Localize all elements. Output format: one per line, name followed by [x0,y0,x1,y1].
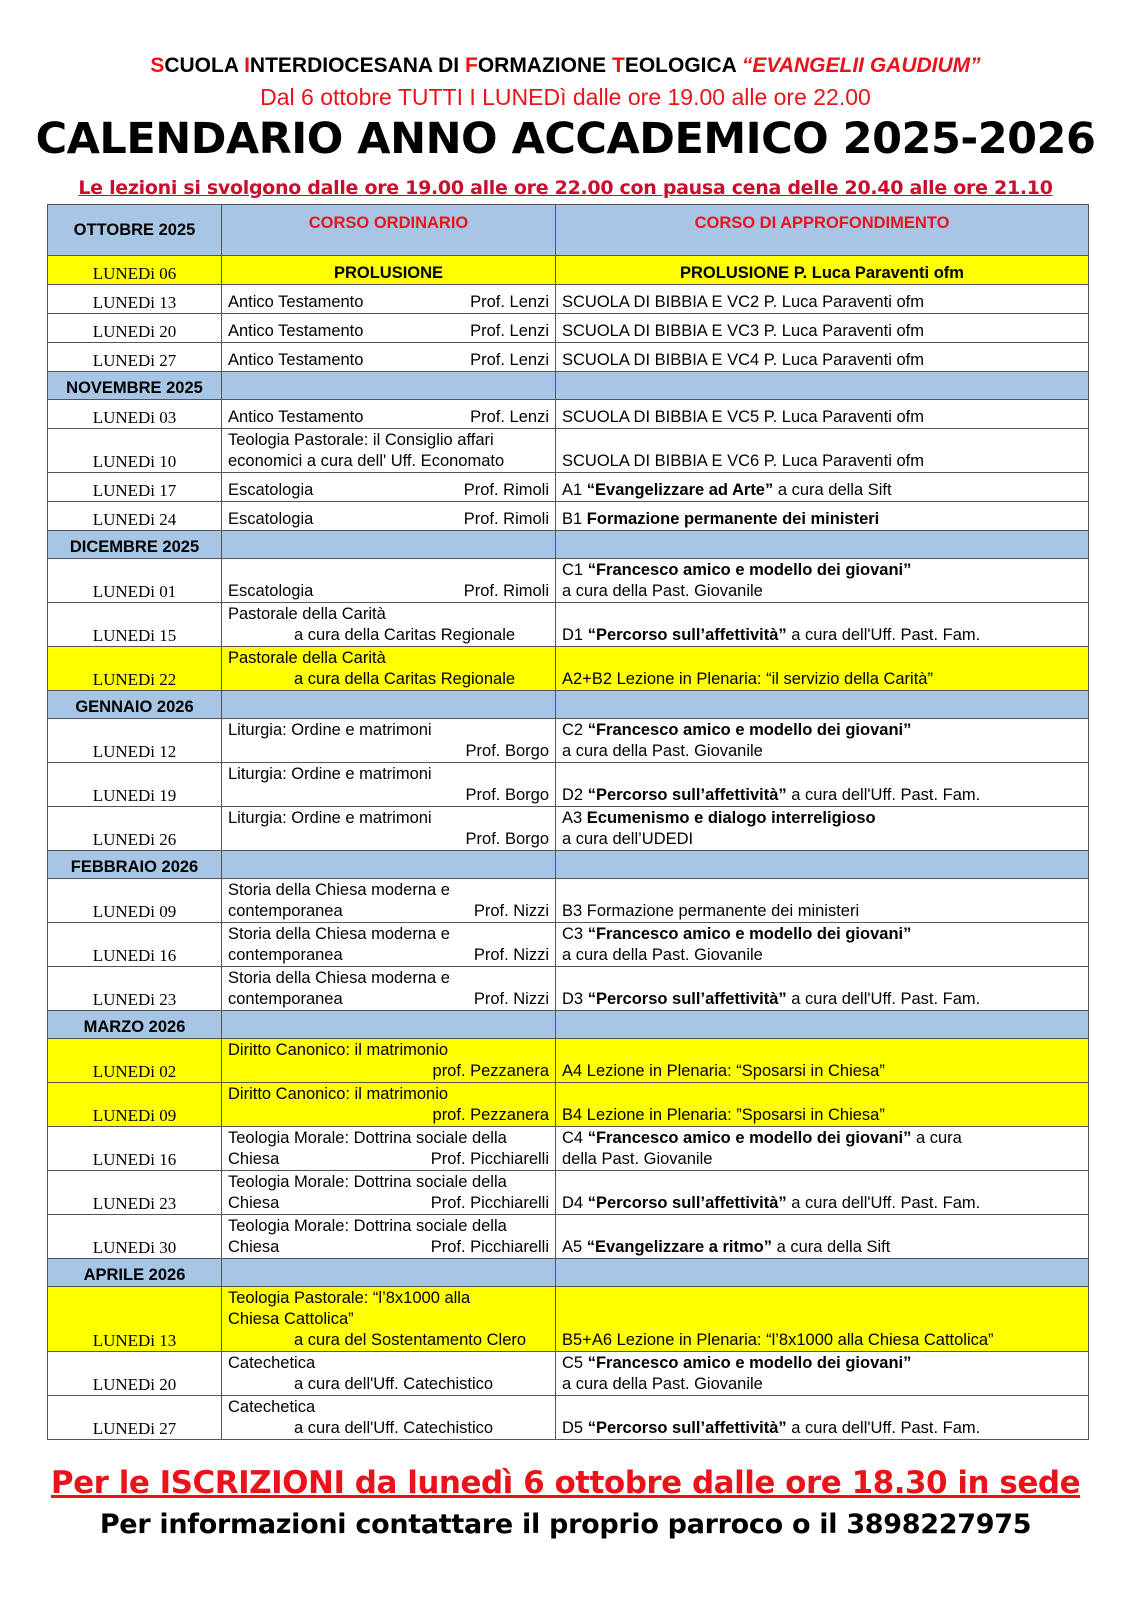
cell-line: Teologia Morale: Dottrina sociale della [228,1217,507,1235]
cell-line [562,924,1082,945]
cell-line: Liturgia: Ordine e matrimoni [228,809,432,827]
lesson-row [48,502,1089,531]
month-row [48,1259,1089,1287]
cell-line [562,1237,1082,1258]
cell-line: a cura della Past. Giovanile [562,1375,763,1393]
course-title: “Percorso sull’affettività” [587,1194,787,1212]
corso-approfondimento-cell [556,1215,1089,1259]
lesson-date: LUNEDi 23 [48,1171,222,1215]
lesson-hours-note: Le lezioni si svolgono dalle ore 19.00 alle ore 22.00 con pausa cena delle 20.40 alle ore 21.10 [78,177,1053,199]
course-name: Antico Testamento [228,322,364,340]
month-header: OTTOBRE 2025 [48,205,222,256]
lesson-row [48,1352,1089,1396]
lesson-date: LUNEDi 15 [48,603,222,647]
corso-approfondimento-cell [556,763,1089,807]
teacher-name: Prof. Lenzi [470,408,549,426]
cell-line [228,407,549,428]
course-text: A5 [562,1238,587,1256]
teacher-name: Prof. Nizzi [473,946,549,964]
month-label: FEBBRAIO 2026 [48,851,222,879]
cell-line [228,829,549,850]
month-row [48,691,1089,719]
corso-ordinario-cell [222,285,556,314]
course-text: B1 [562,510,587,528]
lesson-row [48,967,1089,1011]
corso-ordinario-cell [222,1396,556,1440]
empty-cell [556,531,1089,559]
teacher-name: Prof. Lenzi [470,322,549,340]
empty-cell [222,372,556,400]
course-text: D5 [562,1419,588,1437]
course-text: C3 [562,925,588,943]
lesson-date: LUNEDi 26 [48,807,222,851]
cell-line [562,989,1082,1010]
lesson-row [48,314,1089,343]
lesson-date: LUNEDi 06 [48,256,222,285]
cell-line [228,945,549,966]
cell-line: a cura dell'Uff. Catechistico [294,1375,494,1393]
cell-line: B3 Formazione permanente dei ministeri [562,902,860,920]
course-text: a cura della Sift [772,1238,891,1256]
course-text: D2 [562,786,588,804]
school-name [0,54,1131,78]
empty-cell [222,531,556,559]
lesson-row [48,719,1089,763]
course-name: Antico Testamento [228,293,364,311]
cell-line [228,292,549,313]
course-text: D4 [562,1194,588,1212]
lesson-row [48,879,1089,923]
cell-line: Pastorale della Carità [228,605,386,623]
cell-line [562,808,1082,829]
corso-approfondimento-cell [556,1039,1089,1083]
corso-ordinario-cell [222,343,556,372]
course-text: a cura dell'Uff. Past. Fam. [786,1194,981,1212]
corso-ordinario-cell [222,967,556,1011]
course-text: a cura dell'Uff. Past. Fam. [786,990,981,1008]
corso-ordinario-cell [222,1039,556,1083]
empty-cell [556,372,1089,400]
lesson-row [48,647,1089,691]
page-title: CALENDARIO ANNO ACCADEMICO 2025-2026 [35,114,1096,164]
corso-ordinario-cell [222,923,556,967]
cell-line [228,1149,549,1170]
teacher-name: Prof. Nizzi [473,902,549,920]
corso-ordinario-cell [222,1127,556,1171]
empty-cell [222,1011,556,1039]
lesson-date: LUNEDi 20 [48,314,222,343]
cell-line [228,1193,549,1214]
corso-ordinario-cell [222,400,556,429]
cell-line: della Past. Giovanile [562,1150,713,1168]
cell-line: B4 Lezione in Plenaria: ”Sposarsi in Chiesa” [562,1106,885,1124]
contact-info: Per informazioni contattare il proprio parroco o il 3898227975 [99,1509,1032,1540]
course-name: Escatologia [228,582,314,600]
corso-approfondimento-cell [556,1083,1089,1127]
school-name-text [150,54,742,77]
cell-line [562,785,1082,806]
cell-line: A2+B2 Lezione in Plenaria: “il servizio della Carità” [562,670,933,688]
lesson-row [48,429,1089,473]
cell-line [562,480,1082,501]
corso-approfondimento-cell [556,256,1089,285]
cell-line: a cura dell’UDEDI [562,830,694,848]
corso-ordinario-cell [222,559,556,603]
schedule-line: Dal 6 ottobre TUTTI I LUNEDì dalle ore 19.00 alle ore 22.00 [260,84,871,110]
lesson-date: LUNEDi 10 [48,429,222,473]
corso-ordinario-cell [222,1215,556,1259]
month-label: NOVEMBRE 2025 [48,372,222,400]
cell-line: SCUOLA DI BIBBIA E VC4 P. Luca Paraventi ofm [562,351,924,369]
course-title: Formazione permanente dei ministeri [586,510,880,528]
course-name: Antico Testamento [228,408,364,426]
cell-line: a cura dell'Uff. Catechistico [294,1419,494,1437]
corso-ordinario-cell [222,256,556,285]
initial-letter: T [611,54,625,77]
course-title: “Francesco amico e modello dei giovani” [587,721,912,739]
empty-cell [556,1011,1089,1039]
corso-approfondimento-cell [556,879,1089,923]
teacher-name: Prof. Picchiarelli [430,1194,549,1212]
lesson-date: LUNEDi 20 [48,1352,222,1396]
lesson-date: LUNEDi 16 [48,923,222,967]
course-text: a cura dell'Uff. Past. Fam. [786,626,981,644]
month-row [48,1011,1089,1039]
initial-letter: I [244,54,250,77]
course-text: A3 [562,809,587,827]
course-text: C5 [562,1354,588,1372]
lesson-row [48,1287,1089,1352]
course-title: “Francesco amico e modello dei giovani” [587,561,912,579]
month-row [48,531,1089,559]
word-rest: NTERDIOCESANA DI [249,54,465,77]
lesson-row [48,559,1089,603]
month-label: MARZO 2026 [48,1011,222,1039]
teacher-name: Prof. Picchiarelli [430,1238,549,1256]
corso-ordinario-cell [222,429,556,473]
lesson-row [48,1215,1089,1259]
lesson-date: LUNEDi 23 [48,967,222,1011]
cell-line [562,1353,1082,1374]
corso-approfondimento-cell [556,429,1089,473]
cell-line [562,1193,1082,1214]
lesson-date: LUNEDi 09 [48,879,222,923]
cell-line: Liturgia: Ordine e matrimoni [228,721,432,739]
cell-line: SCUOLA DI BIBBIA E VC6 P. Luca Paraventi ofm [562,452,924,470]
table-header-row [48,205,1089,256]
lesson-date: LUNEDi 16 [48,1127,222,1171]
lesson-row [48,256,1089,285]
corso-approfondimento-cell [556,923,1089,967]
cell-line: SCUOLA DI BIBBIA E VC2 P. Luca Paraventi ofm [562,293,924,311]
teacher-name: Prof. Rimoli [463,582,549,600]
lesson-date: LUNEDi 13 [48,285,222,314]
lesson-date: LUNEDi 09 [48,1083,222,1127]
course-text: A1 [562,481,587,499]
word-rest: EOLOGICA [624,54,742,77]
empty-cell [222,1259,556,1287]
corso-ordinario-cell [222,314,556,343]
corso-ordinario-cell [222,1352,556,1396]
cell-line [562,625,1082,646]
cell-line: a cura della Caritas Regionale [294,670,516,688]
cell-line: Teologia Morale: Dottrina sociale della [228,1173,507,1191]
cell-line: a cura della Past. Giovanile [562,582,763,600]
teacher-name: Prof. Borgo [465,742,549,760]
teacher-name: Prof. Rimoli [463,510,549,528]
lesson-date: LUNEDi 19 [48,763,222,807]
cell-line: Catechetica [228,1354,316,1372]
lesson-row [48,285,1089,314]
course-text: D3 [562,990,588,1008]
teacher-name: prof. Pezzanera [432,1062,549,1080]
month-label: APRILE 2026 [48,1259,222,1287]
course-title: “Percorso sull’affettività” [587,626,787,644]
lesson-date: LUNEDi 24 [48,502,222,531]
corso-approfondimento-cell [556,1127,1089,1171]
corso-ordinario-cell [222,1083,556,1127]
lesson-date: LUNEDi 27 [48,343,222,372]
month-label: DICEMBRE 2025 [48,531,222,559]
cell-line: a cura della Past. Giovanile [562,742,763,760]
cell-line: Diritto Canonico: il matrimonio [228,1041,449,1059]
initial-letter: F [464,54,478,77]
cell-line: PROLUSIONE [333,264,444,282]
course-name: Escatologia [228,510,314,528]
cell-line [228,350,549,371]
lesson-date: LUNEDi 17 [48,473,222,502]
course-text: a cura dell'Uff. Past. Fam. [786,1419,981,1437]
cell-line [228,480,549,501]
cell-line [562,720,1082,741]
course-text: C4 [562,1129,588,1147]
teacher-name: prof. Pezzanera [432,1106,549,1124]
course-name: contemporanea [228,990,343,1008]
lesson-row [48,763,1089,807]
course-text: C2 [562,721,588,739]
corso-approfondimento-cell [556,1352,1089,1396]
corso-approfondimento-cell [556,647,1089,691]
course-title: “Francesco amico e modello dei giovani” [587,1129,912,1147]
course-name: Chiesa [228,1238,280,1256]
month-row [48,372,1089,400]
corso-approfondimento-cell [556,1396,1089,1440]
corso-ordinario-cell [222,763,556,807]
corso-ordinario-cell [222,807,556,851]
corso-approfondimento-cell [556,473,1089,502]
course-title: “Percorso sull’affettività” [587,1419,787,1437]
course-title: Ecumenismo e dialogo interreligioso [586,809,876,827]
lesson-date: LUNEDi 22 [48,647,222,691]
course-name: contemporanea [228,902,343,920]
month-label: GENNAIO 2026 [48,691,222,719]
cell-line [228,509,549,530]
course-text: a cura [911,1129,962,1147]
cell-line: Teologia Pastorale: il Consiglio affari [228,431,494,449]
cell-line [562,560,1082,581]
course-text: D1 [562,626,588,644]
course-name: contemporanea [228,946,343,964]
corso-approfondimento-cell [556,1171,1089,1215]
corso-ordinario-cell [222,1171,556,1215]
cell-line: Teologia Morale: Dottrina sociale della [228,1129,507,1147]
course-text: a cura della Sift [773,481,892,499]
cell-line: SCUOLA DI BIBBIA E VC3 P. Luca Paraventi ofm [562,322,924,340]
lesson-row [48,1396,1089,1440]
corso-ordinario-cell [222,647,556,691]
corso-approfondimento-cell [556,285,1089,314]
initial-letter: S [150,54,165,77]
cell-line: economici a cura dell' Uff. Economato [228,452,505,470]
registration-notice: Per le ISCRIZIONI da lunedì 6 ottobre dalle ore 18.30 in sede [50,1465,1081,1501]
cell-line [562,1418,1082,1439]
corso-approfondimento-cell [556,400,1089,429]
corso-approfondimento-cell [556,1287,1089,1352]
teacher-name: Prof. Lenzi [470,293,549,311]
cell-line: a cura del Sostentamento Clero [294,1331,527,1349]
teacher-name: Prof. Borgo [465,786,549,804]
school-subtitle: “EVANGELII GAUDIUM” [741,54,981,77]
cell-line [228,785,549,806]
lesson-row [48,1171,1089,1215]
word-rest: ORMAZIONE [477,54,612,77]
cell-line [228,1061,549,1082]
cell-line: PROLUSIONE P. Luca Paraventi ofm [680,264,964,282]
cell-line: Chiesa Cattolica” [228,1310,354,1328]
course-title: “Francesco amico e modello dei giovani” [587,1354,912,1372]
cell-line: Catechetica [228,1398,316,1416]
cell-line [228,989,549,1010]
cell-line: a cura della Past. Giovanile [562,946,763,964]
cell-line: Storia della Chiesa moderna e [228,881,450,899]
corso-ordinario-cell [222,1287,556,1352]
column-header-approfondimento: CORSO DI APPROFONDIMENTO [556,205,1089,256]
course-text: a cura dell'Uff. Past. Fam. [786,786,981,804]
teacher-name: Prof. Borgo [465,830,549,848]
cell-line [228,321,549,342]
empty-cell [556,1259,1089,1287]
course-title: “Francesco amico e modello dei giovani” [587,925,912,943]
cell-line: Storia della Chiesa moderna e [228,969,450,987]
corso-ordinario-cell [222,879,556,923]
empty-cell [222,691,556,719]
cell-line [228,1237,549,1258]
lesson-row [48,343,1089,372]
course-name: Escatologia [228,481,314,499]
course-title: “Percorso sull’affettività” [587,990,787,1008]
lesson-row [48,1127,1089,1171]
teacher-name: Prof. Picchiarelli [430,1150,549,1168]
cell-line: Diritto Canonico: il matrimonio [228,1085,449,1103]
cell-line: SCUOLA DI BIBBIA E VC5 P. Luca Paraventi ofm [562,408,924,426]
column-header-ordinario: CORSO ORDINARIO [222,205,556,256]
cell-line [228,1105,549,1126]
cell-line [228,901,549,922]
teacher-name: Prof. Nizzi [473,990,549,1008]
lesson-row [48,1083,1089,1127]
cell-line: Storia della Chiesa moderna e [228,925,450,943]
cell-line: Liturgia: Ordine e matrimoni [228,765,432,783]
lesson-row [48,923,1089,967]
course-title: “Percorso sull’affettività” [587,786,787,804]
lesson-date: LUNEDi 01 [48,559,222,603]
teacher-name: Prof. Rimoli [463,481,549,499]
cell-line [228,741,549,762]
cell-line: Pastorale della Carità [228,649,386,667]
corso-approfondimento-cell [556,603,1089,647]
lesson-date: LUNEDi 02 [48,1039,222,1083]
lesson-date: LUNEDi 03 [48,400,222,429]
cell-line: A4 Lezione in Plenaria: “Sposarsi in Chiesa” [562,1062,885,1080]
lesson-row [48,807,1089,851]
lesson-date: LUNEDi 12 [48,719,222,763]
word-rest: CUOLA [164,54,245,77]
lesson-row [48,473,1089,502]
cell-line: Teologia Pastorale: “l’8x1000 alla [228,1289,471,1307]
course-name: Chiesa [228,1194,280,1212]
empty-cell [556,851,1089,879]
corso-approfondimento-cell [556,502,1089,531]
cell-line [562,1128,1082,1149]
lesson-row [48,400,1089,429]
corso-approfondimento-cell [556,343,1089,372]
empty-cell [222,851,556,879]
lesson-date: LUNEDi 30 [48,1215,222,1259]
teacher-name: Prof. Lenzi [470,351,549,369]
corso-approfondimento-cell [556,719,1089,763]
cell-line [228,581,549,602]
corso-ordinario-cell [222,603,556,647]
cell-line [562,509,1082,530]
course-name: Antico Testamento [228,351,364,369]
lesson-date: LUNEDi 27 [48,1396,222,1440]
corso-approfondimento-cell [556,559,1089,603]
month-row [48,851,1089,879]
corso-approfondimento-cell [556,967,1089,1011]
corso-ordinario-cell [222,473,556,502]
cell-line: B5+A6 Lezione in Plenaria: “l’8x1000 alla Chiesa Cattolica” [562,1331,994,1349]
cell-line: a cura della Caritas Regionale [294,626,516,644]
lesson-row [48,1039,1089,1083]
corso-ordinario-cell [222,719,556,763]
course-title: “Evangelizzare a ritmo” [586,1238,773,1256]
corso-ordinario-cell [222,502,556,531]
corso-approfondimento-cell [556,807,1089,851]
course-title: “Evangelizzare ad Arte” [586,481,774,499]
corso-approfondimento-cell [556,314,1089,343]
empty-cell [556,691,1089,719]
lesson-date: LUNEDi 13 [48,1287,222,1352]
course-text: C1 [562,561,588,579]
lesson-row [48,603,1089,647]
course-name: Chiesa [228,1150,280,1168]
calendar-table [47,204,1089,1440]
